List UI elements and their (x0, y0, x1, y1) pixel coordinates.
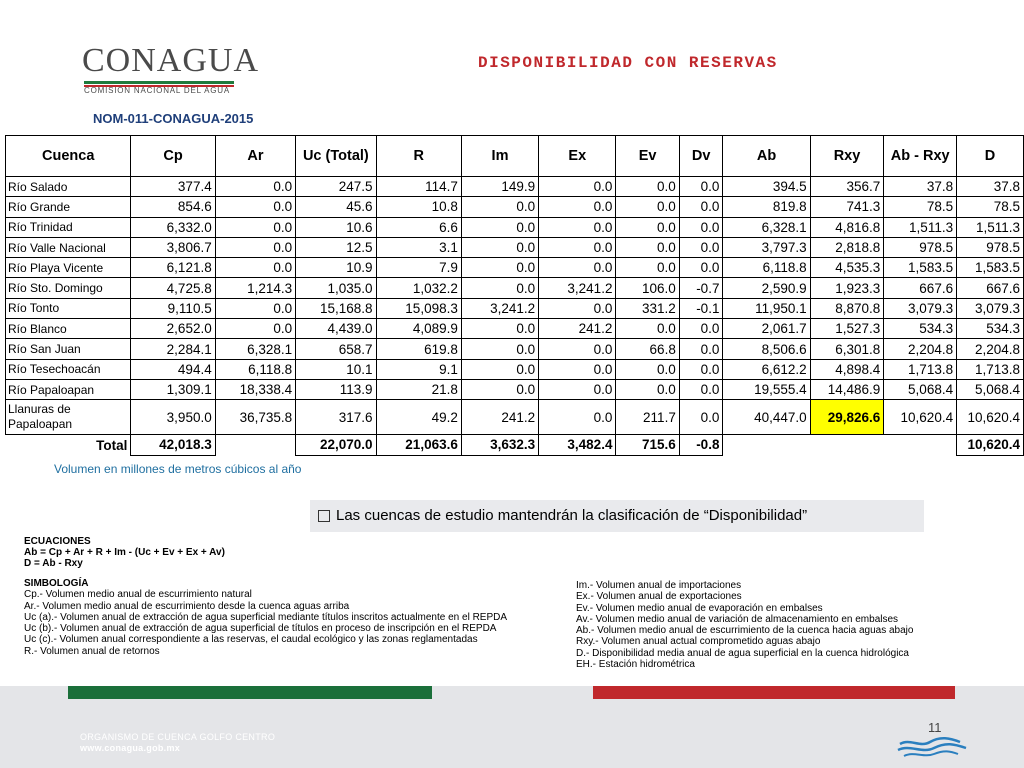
table-cell: 0.0 (215, 177, 295, 197)
table-cell: 0.0 (215, 197, 295, 217)
table-cell: 9.1 (376, 359, 461, 379)
table-cell: 0.0 (461, 197, 538, 217)
table-cell: 0.0 (461, 359, 538, 379)
symbology-item: EH.- Estación hidrométrica (576, 659, 695, 671)
logo-green-rule (84, 81, 234, 84)
total-label: Total (6, 435, 131, 455)
table-row (6, 237, 1024, 257)
basin-name-cell: Río Blanco (6, 319, 131, 339)
symbology-item: Im.- Volumen anual de importaciones (576, 580, 742, 591)
slide-title: DISPONIBILIDAD CON RESERVAS (478, 54, 778, 72)
table-cell: 5,068.4 (884, 379, 957, 399)
total-dv: -0.8 (679, 435, 723, 455)
table-cell: 1,583.5 (957, 258, 1024, 278)
table-cell: 331.2 (616, 298, 679, 318)
symbology-left (24, 578, 507, 657)
table-cell: 2,818.8 (810, 237, 884, 257)
table-cell: 0.0 (215, 217, 295, 237)
table-row (6, 177, 1024, 197)
table-cell: 4,725.8 (131, 278, 215, 298)
table-cell: 4,089.9 (376, 319, 461, 339)
table-row (6, 319, 1024, 339)
col-header: Cuenca (6, 136, 131, 177)
table-cell: 534.3 (957, 319, 1024, 339)
table-cell: 0.0 (539, 197, 616, 217)
col-header: R (376, 136, 461, 177)
table-cell: 1,583.5 (884, 258, 957, 278)
table-cell: 10.9 (296, 258, 376, 278)
symbology-item: Ex.- Volumen anual de exportaciones (576, 591, 742, 603)
basin-name-cell: Llanuras de Papaloapan (6, 400, 131, 435)
table-cell: 4,535.3 (810, 258, 884, 278)
basin-name-cell: Río Trinidad (6, 217, 131, 237)
table-cell: 0.0 (616, 217, 679, 237)
table-cell: 0.0 (215, 258, 295, 278)
table-cell: 12.5 (296, 237, 376, 257)
basin-name-cell: Río Tesechoacán (6, 359, 131, 379)
table-cell: 0.0 (539, 379, 616, 399)
table-cell: 1,511.3 (884, 217, 957, 237)
table-cell: 3,079.3 (957, 298, 1024, 318)
table-cell: 1,032.2 (376, 278, 461, 298)
table-cell: 1,309.1 (131, 379, 215, 399)
table-cell: 2,061.7 (723, 319, 810, 339)
table-cell: 4,898.4 (810, 359, 884, 379)
table-row (6, 359, 1024, 379)
table-row (6, 339, 1024, 359)
conagua-logo (82, 42, 259, 95)
table-cell: 356.7 (810, 177, 884, 197)
table-cell: 5,068.4 (957, 379, 1024, 399)
col-header: Rxy (810, 136, 884, 177)
table-cell: 6,612.2 (723, 359, 810, 379)
table-row (6, 258, 1024, 278)
table-cell: 6,301.8 (810, 339, 884, 359)
table-cell: 0.0 (539, 237, 616, 257)
table-cell: 6,118.8 (215, 359, 295, 379)
symbology-item: Cp.- Volumen medio anual de escurrimiento natural (24, 589, 252, 601)
table-cell: 0.0 (539, 400, 616, 435)
table-cell: 2,204.8 (884, 339, 957, 359)
table-cell: 106.0 (616, 278, 679, 298)
table-cell: 0.0 (616, 359, 679, 379)
table-cell: 49.2 (376, 400, 461, 435)
table-cell: 3,806.7 (131, 237, 215, 257)
table-cell: 21.8 (376, 379, 461, 399)
table-cell: 0.0 (679, 339, 723, 359)
symbology-item: Ev.- Volumen medio anual de evaporación en embalses (576, 602, 823, 614)
table-cell: -0.1 (679, 298, 723, 318)
total-blank (810, 435, 884, 455)
table-cell: 3,079.3 (884, 298, 957, 318)
basin-name-cell: Río Sto. Domingo (6, 278, 131, 298)
col-header: Im (461, 136, 538, 177)
table-cell: 978.5 (957, 237, 1024, 257)
table-cell: 15,098.3 (376, 298, 461, 318)
table-cell: 6,121.8 (131, 258, 215, 278)
table-cell: 0.0 (616, 197, 679, 217)
equations-block (24, 536, 225, 569)
col-header: Ar (215, 136, 295, 177)
table-cell: 0.0 (461, 319, 538, 339)
table-cell: 6.6 (376, 217, 461, 237)
table-cell: 10.8 (376, 197, 461, 217)
col-header: Ab (723, 136, 810, 177)
table-cell: 10,620.4 (884, 400, 957, 435)
col-header: Ev (616, 136, 679, 177)
table-cell: 0.0 (616, 319, 679, 339)
checkbox-bullet-icon (318, 510, 330, 522)
total-im: 3,632.3 (461, 435, 538, 455)
symbology-item: Uc (b).- Volumen anual de extracción de agua superficial de títulos en proceso de inscripción en el REPDA (24, 623, 497, 635)
col-header: Dv (679, 136, 723, 177)
table-cell: 3,241.2 (539, 278, 616, 298)
table-cell: 0.0 (539, 339, 616, 359)
table-cell: 0.0 (679, 319, 723, 339)
symbology-item: Ab.- Volumen medio anual de escurrimiento de la cuenca hacia aguas abajo (576, 625, 914, 637)
table-cell: 377.4 (131, 177, 215, 197)
table-row (6, 379, 1024, 399)
col-header: D (957, 136, 1024, 177)
basin-name-cell: Río Playa Vicente (6, 258, 131, 278)
symbology-item: Ar.- Volumen medio anual de escurrimiento desde la cuenca aguas arriba (24, 600, 350, 612)
table-cell: 7.9 (376, 258, 461, 278)
table-cell: 978.5 (884, 237, 957, 257)
col-header: Ex (539, 136, 616, 177)
table-cell: 667.6 (957, 278, 1024, 298)
table-cell: 2,590.9 (723, 278, 810, 298)
table-cell: 741.3 (810, 197, 884, 217)
table-cell: 37.8 (884, 177, 957, 197)
total-uc: 22,070.0 (296, 435, 376, 455)
table-cell: 0.0 (461, 217, 538, 237)
table-cell: 667.6 (884, 278, 957, 298)
symbology-heading: SIMBOLOGÍA (24, 578, 89, 589)
table-cell: 6,332.0 (131, 217, 215, 237)
symbology-item: D.- Disponibilidad media anual de agua superficial en la cuenca hidrológica (576, 647, 909, 659)
logo-wordmark: CONAGUA (82, 42, 259, 79)
table-cell: 394.5 (723, 177, 810, 197)
logo-subtitle: COMISIÓN NACIONAL DEL AGUA (84, 86, 231, 95)
symbology-item: R.- Volumen anual de retornos (24, 645, 160, 657)
table-cell: 15,168.8 (296, 298, 376, 318)
basin-name-cell: Río Papaloapan (6, 379, 131, 399)
availability-table (5, 135, 1024, 456)
table-cell: 6,328.1 (723, 217, 810, 237)
table-header-row (6, 136, 1024, 177)
equation-d: D = Ab - Rxy (24, 558, 83, 569)
water-waves-icon (896, 736, 970, 758)
table-cell: 3.1 (376, 237, 461, 257)
table-cell: 78.5 (957, 197, 1024, 217)
table-cell: 0.0 (215, 298, 295, 318)
table-cell: 0.0 (539, 359, 616, 379)
table-cell: 78.5 (884, 197, 957, 217)
table-cell: 6,328.1 (215, 339, 295, 359)
table-cell: 494.4 (131, 359, 215, 379)
table-cell: 0.0 (679, 197, 723, 217)
table-cell: 66.8 (616, 339, 679, 359)
footer-url[interactable]: www.conagua.gob.mx (80, 743, 181, 753)
table-cell: 0.0 (679, 400, 723, 435)
table-cell: 0.0 (539, 298, 616, 318)
table-cell: 19,555.4 (723, 379, 810, 399)
table-row (6, 278, 1024, 298)
callout-text: Las cuencas de estudio mantendrán la clasificación de “Disponibilidad” (336, 507, 808, 524)
total-r: 21,063.6 (376, 435, 461, 455)
table-cell: 241.2 (461, 400, 538, 435)
table-cell: 0.0 (539, 258, 616, 278)
table-cell: 18,338.4 (215, 379, 295, 399)
basin-name-cell: Río Grande (6, 197, 131, 217)
table-cell: 0.0 (616, 258, 679, 278)
symbology-item: Uc (a).- Volumen anual de extracción de agua superficial mediante títulos inscritos actualmente en el REPDA (24, 611, 508, 623)
symbology-right (576, 580, 913, 670)
table-cell: 114.7 (376, 177, 461, 197)
table-cell: 0.0 (616, 237, 679, 257)
total-d: 10,620.4 (957, 435, 1024, 455)
table-cell: 534.3 (884, 319, 957, 339)
symbology-item: Uc (c).- Volumen anual correspondiente a las reservas, el caudal ecológico y las zonas reglamentadas (24, 634, 478, 646)
table-cell: 0.0 (461, 339, 538, 359)
footer-green-bar (68, 686, 432, 699)
norm-label: NOM-011-CONAGUA-2015 (93, 111, 254, 126)
table-cell: 3,241.2 (461, 298, 538, 318)
table-cell: 0.0 (679, 217, 723, 237)
table-cell: 0.0 (461, 237, 538, 257)
table-cell: 10,620.4 (957, 400, 1024, 435)
table-cell: 4,816.8 (810, 217, 884, 237)
total-ex: 3,482.4 (539, 435, 616, 455)
table-cell: 0.0 (616, 177, 679, 197)
footer-organization: ORGANISMO DE CUENCA GOLFO CENTRO (80, 732, 276, 742)
table-cell: 1,035.0 (296, 278, 376, 298)
table-cell: 0.0 (679, 177, 723, 197)
basin-name-cell: Río Salado (6, 177, 131, 197)
col-header: Ab - Rxy (884, 136, 957, 177)
table-cell: 113.9 (296, 379, 376, 399)
table-cell: 0.0 (461, 379, 538, 399)
table-cell: 1,511.3 (957, 217, 1024, 237)
table-cell: 8,506.6 (723, 339, 810, 359)
table-row (6, 197, 1024, 217)
total-blank (215, 435, 295, 455)
table-cell: 3,950.0 (131, 400, 215, 435)
table-total-row (6, 435, 1024, 455)
table-cell: 0.0 (539, 217, 616, 237)
table-cell: 10.6 (296, 217, 376, 237)
table-cell: 0.0 (679, 237, 723, 257)
table-row (6, 298, 1024, 318)
table-cell: 2,652.0 (131, 319, 215, 339)
equations-heading: ECUACIONES (24, 536, 91, 547)
table-cell: 658.7 (296, 339, 376, 359)
table-cell: 0.0 (539, 177, 616, 197)
table-cell: 211.7 (616, 400, 679, 435)
table-cell: 10.1 (296, 359, 376, 379)
table-cell: 0.0 (215, 319, 295, 339)
table-cell: 2,204.8 (957, 339, 1024, 359)
table-cell: 241.2 (539, 319, 616, 339)
table-cell: 0.0 (461, 278, 538, 298)
table-cell: 149.9 (461, 177, 538, 197)
table-cell: 3,797.3 (723, 237, 810, 257)
table-cell: 45.6 (296, 197, 376, 217)
footer-red-bar (593, 686, 955, 699)
symbology-item: Rxy.- Volumen anual actual comprometido aguas abajo (576, 636, 821, 648)
table-cell: 29,826.6 (810, 400, 884, 435)
table-row (6, 400, 1024, 435)
col-header: Uc (Total) (296, 136, 376, 177)
conclusion-callout (310, 500, 924, 532)
table-cell: 4,439.0 (296, 319, 376, 339)
table-cell: 0.0 (679, 258, 723, 278)
symbology-item: Av.- Volumen medio anual de variación de almacenamiento en embalses (576, 613, 899, 625)
total-cp: 42,018.3 (131, 435, 215, 455)
table-cell: 0.0 (461, 258, 538, 278)
table-cell: 317.6 (296, 400, 376, 435)
table-cell: 247.5 (296, 177, 376, 197)
table-cell: 9,110.5 (131, 298, 215, 318)
total-blank (723, 435, 810, 455)
table-cell: 0.0 (679, 359, 723, 379)
table-cell: 0.0 (215, 237, 295, 257)
col-header: Cp (131, 136, 215, 177)
table-cell: 37.8 (957, 177, 1024, 197)
table-cell: -0.7 (679, 278, 723, 298)
table-cell: 1,527.3 (810, 319, 884, 339)
page-number: 11 (928, 720, 942, 735)
table-cell: 0.0 (679, 379, 723, 399)
table-cell: 1,214.3 (215, 278, 295, 298)
table-cell: 8,870.8 (810, 298, 884, 318)
table-cell: 6,118.8 (723, 258, 810, 278)
basin-name-cell: Río San Juan (6, 339, 131, 359)
table-cell: 11,950.1 (723, 298, 810, 318)
total-ev: 715.6 (616, 435, 679, 455)
table-cell: 14,486.9 (810, 379, 884, 399)
units-note: Volumen en millones de metros cúbicos al año (54, 462, 302, 476)
table-cell: 2,284.1 (131, 339, 215, 359)
table-cell: 1,713.8 (884, 359, 957, 379)
basin-name-cell: Río Valle Nacional (6, 237, 131, 257)
equation-ab: Ab = Cp + Ar + R + Im - (Uc + Ev + Ex + Av) (24, 547, 225, 558)
table-cell: 819.8 (723, 197, 810, 217)
total-blank (884, 435, 957, 455)
table-cell: 40,447.0 (723, 400, 810, 435)
table-cell: 854.6 (131, 197, 215, 217)
table-cell: 1,713.8 (957, 359, 1024, 379)
table-cell: 0.0 (616, 379, 679, 399)
basin-name-cell: Río Tonto (6, 298, 131, 318)
table-cell: 619.8 (376, 339, 461, 359)
table-row (6, 217, 1024, 237)
table-cell: 36,735.8 (215, 400, 295, 435)
table-cell: 1,923.3 (810, 278, 884, 298)
